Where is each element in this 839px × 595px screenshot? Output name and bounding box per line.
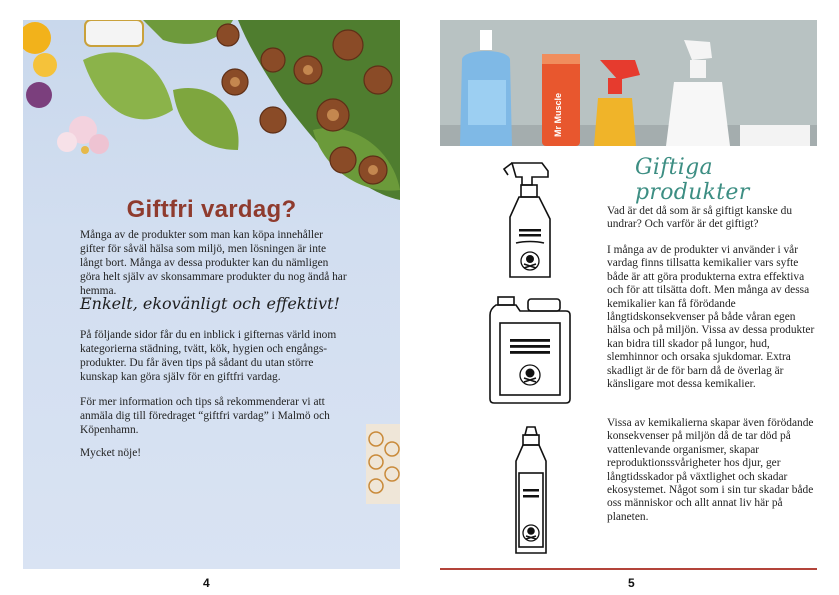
spray-bottle-icon — [502, 159, 558, 281]
closing-paragraph: Mycket nöje! — [80, 447, 142, 459]
bottom-rule — [440, 568, 817, 570]
categories-paragraph: På följande sidor får du en inblick i gifternas värld inom kategorierna städning, tvätt, kök, hygien och engångs-produkter. Du får även tips på sådant du utan större kunskap kan göra själv för en giftfri vardag. — [80, 329, 337, 383]
page-number-left: 4 — [203, 576, 210, 590]
squeeze-bottle-icon — [508, 425, 554, 557]
skull-crossbones-icon — [520, 365, 540, 385]
cleaning-products-photo — [440, 20, 817, 146]
jerry-can-icon — [488, 295, 572, 405]
page-title: Giftfri vardag? — [126, 196, 297, 223]
health-paragraph: I många av de produkter vi använder i vår vardag finns tillsatta kemikalier vars syfte både är att göra produkterna extra effektiva och för att tilsätta doft. Men många av dessa kemikalier kan få förödande långtidskonsekvenser på både våran egen hälsa och på miljön. Vissa av dessa produkter kan bidra till skador på lungor, hud, slemhinnor och orsaka sjukdomar. Extra skadligt är de för barn då de överlag är känsligare mot dessa kemikalier. — [607, 244, 815, 391]
info-paragraph: För mer information och tips så rekommenderar vi att anmäla dig till föredraget “giftfri vardag” i Malmö och Köpenhamn. — [80, 396, 330, 436]
brand-text: Mr Muscle — [553, 92, 563, 138]
skull-crossbones-icon — [523, 525, 539, 541]
question-paragraph: Vad är det då som är så giftigt kanske du undrar? Och varför är det giftigt? — [607, 205, 793, 231]
skull-crossbones-icon — [521, 252, 539, 270]
section-title: Giftiga produkter — [635, 155, 750, 205]
intro-paragraph: Många av de produkter som man kan köpa innehåller gifter för såväl hälsa som miljö, men lösningen är inte långt bort. Många av dessa produkter kan du nämligen göra helt själv av skonsammare produkter du nog ändå har hemma. — [80, 229, 347, 297]
environment-paragraph: Vissa av kemikalierna skapar även förödande konsekvenser på miljön då de tar död på vattenlevande organismer, skapar reproduktionssvårigheter hos djur, ger långtidsskador på växtlighet och skadar ekosystemet. Något som i sin tur skadar både oss människor och allt annat liv här på planeten. — [607, 417, 814, 523]
patterned-tin-decoration — [366, 404, 400, 504]
soapnuts-decoration-image — [23, 20, 400, 225]
page-number-right: 5 — [628, 576, 635, 590]
subtitle: Enkelt, ekovänligt och effektivt! — [80, 294, 340, 313]
left-page — [23, 20, 400, 569]
